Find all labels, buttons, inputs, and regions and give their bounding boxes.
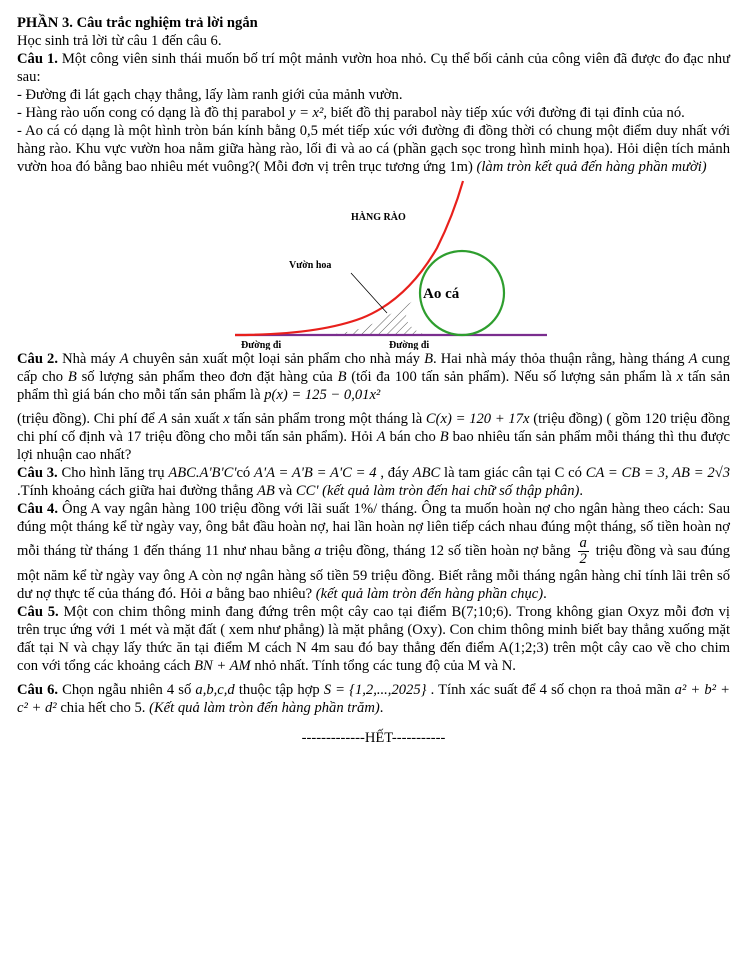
q2-cost-formula: C(x) = 120 + 17x xyxy=(425,411,530,427)
q2-text: tấn sản phẩm trong một tháng là xyxy=(229,411,426,427)
q6-set: S = {1,2,...,2025} xyxy=(323,682,427,698)
q3-edges: A'A = A'B = A'C = 4 xyxy=(254,465,377,481)
q3-text: . xyxy=(579,483,584,499)
q1-text: Một công viên sinh thái muốn bố trí một mảnh vườn hoa nhỏ. Cụ thể bối cảnh của công viên đã được đo đạc như sau: xyxy=(17,51,730,85)
q1-rounding-note: (làm tròn kết quả đến hàng phần mười) xyxy=(476,159,707,175)
section-title: PHẦN 3. Câu trắc nghiệm trả lời ngắn xyxy=(17,15,258,31)
q4-label: Câu 4. xyxy=(17,501,58,517)
q3-line-ab: AB xyxy=(256,483,275,499)
q2-text: chuyên sản xuất một loại sản phẩm cho nhà máy xyxy=(128,351,425,367)
road-right-label: Đường đi xyxy=(389,340,430,350)
question-1 xyxy=(17,50,730,350)
q2-var-a: A xyxy=(158,411,168,427)
q5-label: Câu 5. xyxy=(17,604,59,620)
q1-parabol-formula: y = x² xyxy=(288,105,324,121)
q1-bullet-1: - Đường đi lát gạch chạy thẳng, lấy làm ranh giới của mảnh vườn. xyxy=(17,87,403,103)
road-left-label: Đường đi xyxy=(241,340,282,350)
q5-text: Một con chim thông minh đang đứng trên một cây cao tại điểm B(7;10;6). Trong không gian Oxyz mỗi đơn vị trên trục ứng với 1 mét và mặt đất ( xem như phẳng) là mặt phẳng (Oxy). Con chim thông minh biết bay thẳng xuống mặt đất tại N và chạy lấy thức ăn tại điểm M cách N 4m sau đó bay thẳng đến điểm A(1;2;3) trên một cây cao về cho chim con với tổng các khoảng cách xyxy=(17,604,730,674)
q3-text: , đáy xyxy=(376,465,413,481)
q2-var-x: x xyxy=(223,411,230,427)
q6-text: Chọn ngẫu nhiên 4 số xyxy=(58,682,196,698)
garden-pointer xyxy=(351,273,387,313)
q3-base: ABC xyxy=(412,465,441,481)
garden-diagram xyxy=(17,178,730,350)
q2-var-a: A xyxy=(688,351,698,367)
q4-var-a: a xyxy=(314,542,322,559)
q3-text: có xyxy=(236,465,255,481)
q2-var-x: x xyxy=(676,369,684,385)
question-6 xyxy=(17,681,730,717)
q2-var-a: A xyxy=(376,429,386,445)
q3-text: và xyxy=(274,483,296,499)
q3-line-cc: CC' xyxy=(295,483,319,499)
q2-var-b: B xyxy=(337,369,347,385)
q4-text: bằng bao nhiêu? xyxy=(212,586,316,602)
q2-text: . Hai nhà máy thỏa thuận rằng, hàng tháng xyxy=(433,351,689,367)
q3-rounding-note: (kết quả làm tròn đến hai chữ số thập phân) xyxy=(322,483,580,499)
q6-label: Câu 6. xyxy=(17,682,59,698)
q6-rounding-note: (Kết quả làm tròn đến hàng phần trăm) xyxy=(149,700,380,716)
q4-fraction xyxy=(578,536,589,567)
question-3 xyxy=(17,464,730,500)
q2-var-b: B xyxy=(67,369,77,385)
q2-var-b: B xyxy=(424,351,433,367)
q2-text: Nhà máy xyxy=(58,351,120,367)
q1-label: Câu 1. xyxy=(17,51,58,67)
q3-label: Câu 3. xyxy=(17,465,58,481)
q3-prism: ABC.A'B'C' xyxy=(168,465,237,481)
q2-text: sản xuất xyxy=(167,411,224,427)
q2-price-formula: p(x) = 125 − 0,01x² xyxy=(264,387,381,403)
q3-text: Cho hình lăng trụ xyxy=(57,465,169,481)
q4-text: triệu đồng và sau đúng một năm kể từ ngày vay ông A còn nợ ngân hàng số tiền 59 triệu đồng. Biết rằng mỗi tháng ngân hàng chỉ tính lãi trên số dư nợ thực tế của tháng đó. Hỏi xyxy=(17,542,730,602)
q3-text: .Tính khoảng cách giữa hai đường thẳng xyxy=(17,483,257,499)
garden-figure xyxy=(17,178,730,350)
q4-var-a: a xyxy=(205,586,213,602)
exam-page xyxy=(17,14,730,747)
q2-text: bao nhiêu tấn sản phẩm mỗi tháng thì thu được lợi nhuận cao nhất? xyxy=(17,429,730,463)
q1-bullet-2b: , biết đồ thị parabol này tiếp xúc với đường đi tại đỉnh của nó. xyxy=(323,105,685,121)
q4-text: triệu đồng, tháng 12 số tiền hoàn nợ bằng xyxy=(321,542,575,559)
instruction: Học sinh trả lời từ câu 1 đến câu 6. xyxy=(17,33,222,49)
q6-text: thuộc tập hợp xyxy=(234,682,324,698)
q2-text: số lượng sản phẩm theo đơn đặt hàng của xyxy=(76,369,338,385)
q6-text: . xyxy=(379,700,384,716)
q3-text: là tam giác cân tại C có xyxy=(440,465,586,481)
q2-label: Câu 2. xyxy=(17,351,58,367)
q2-text: bán cho xyxy=(385,429,440,445)
garden-label: Vườn hoa xyxy=(289,260,332,271)
q4-fraction-denominator: 2 xyxy=(579,551,587,567)
q4-rounding-note: (kết quả làm tròn đến hàng phần chục) xyxy=(315,586,544,602)
q2-text: (triệu đồng). Chi phí để xyxy=(17,411,159,427)
q2-text: (triệu đồng) ( gồm 120 triệu đồng chi phí cố định và 17 triệu đồng cho mỗi tấn sản phẩm). Hỏi xyxy=(17,411,730,445)
q3-lengths: CA = CB = 3, AB = 2√3 xyxy=(585,465,730,481)
q2-var-a: A xyxy=(119,351,129,367)
garden-hatched-area xyxy=(317,300,427,335)
q6-text: chia hết cho 5. xyxy=(56,700,150,716)
q6-text: . Tính xác suất để 4 số chọn ra thoả mãn xyxy=(426,682,675,698)
question-2 xyxy=(17,350,730,464)
question-5 xyxy=(17,603,730,675)
q1-bullet-2a: - Hàng rào uốn cong có dạng là đồ thị parabol xyxy=(17,105,289,121)
q4-text: Ông A vay ngân hàng 100 triệu đồng với lãi suất 1%/ tháng. Ông ta muốn hoàn nợ cho ngân hàng theo cách: Sau đúng một tháng kể từ ngày vay, ông bắt đầu hoàn nợ, hai lần hoàn nợ liên tiếp cách nhau đúng một tháng, số tiền hoàn nợ mỗi tháng từ tháng 1 đến tháng 11 như nhau bằng xyxy=(17,501,730,559)
q1-bullet-3: - Ao cá có dạng là một hình tròn bán kính bằng 0,5 mét tiếp xúc với đường đi đồng thời có chung một điểm duy nhất với hàng rào. Khu vực vườn hoa nằm giữa hàng rào, lối đi và ao cá (phần gạch sọc trong hình minh họa). Hỏi diện tích mảnh vườn hoa đó bằng bao nhiêu mét vuông?( Mỗi đơn vị trên trục tương ứng 1m) xyxy=(17,123,730,175)
q5-text: nhỏ nhất. Tính tổng các tung độ của M và N. xyxy=(250,658,516,674)
q4-fraction-numerator: a xyxy=(579,535,587,551)
q4-text: . xyxy=(543,586,547,602)
q2-text: (tối đa 100 tấn sản phẩm). Nếu số lượng sản phẩm là xyxy=(346,369,677,385)
question-4 xyxy=(17,500,730,603)
q6-sum-squares: a² + b² + c² + d² xyxy=(17,682,730,716)
fence-label: HÀNG RÀO xyxy=(351,212,406,223)
pond-label: Ao cá xyxy=(423,286,460,302)
q2-var-b: B xyxy=(439,429,449,445)
fence-parabola xyxy=(235,181,463,335)
q2-text: tấn sản phẩm thì giá bán cho mỗi tấn sản phẩm là xyxy=(17,369,730,403)
end-mark: -------------HẾT----------- xyxy=(301,730,446,746)
q2-text: cung cấp cho xyxy=(17,351,731,385)
q5-distance-sum: BN + AM xyxy=(194,658,251,674)
q6-variables: a,b,c,d xyxy=(195,682,235,698)
